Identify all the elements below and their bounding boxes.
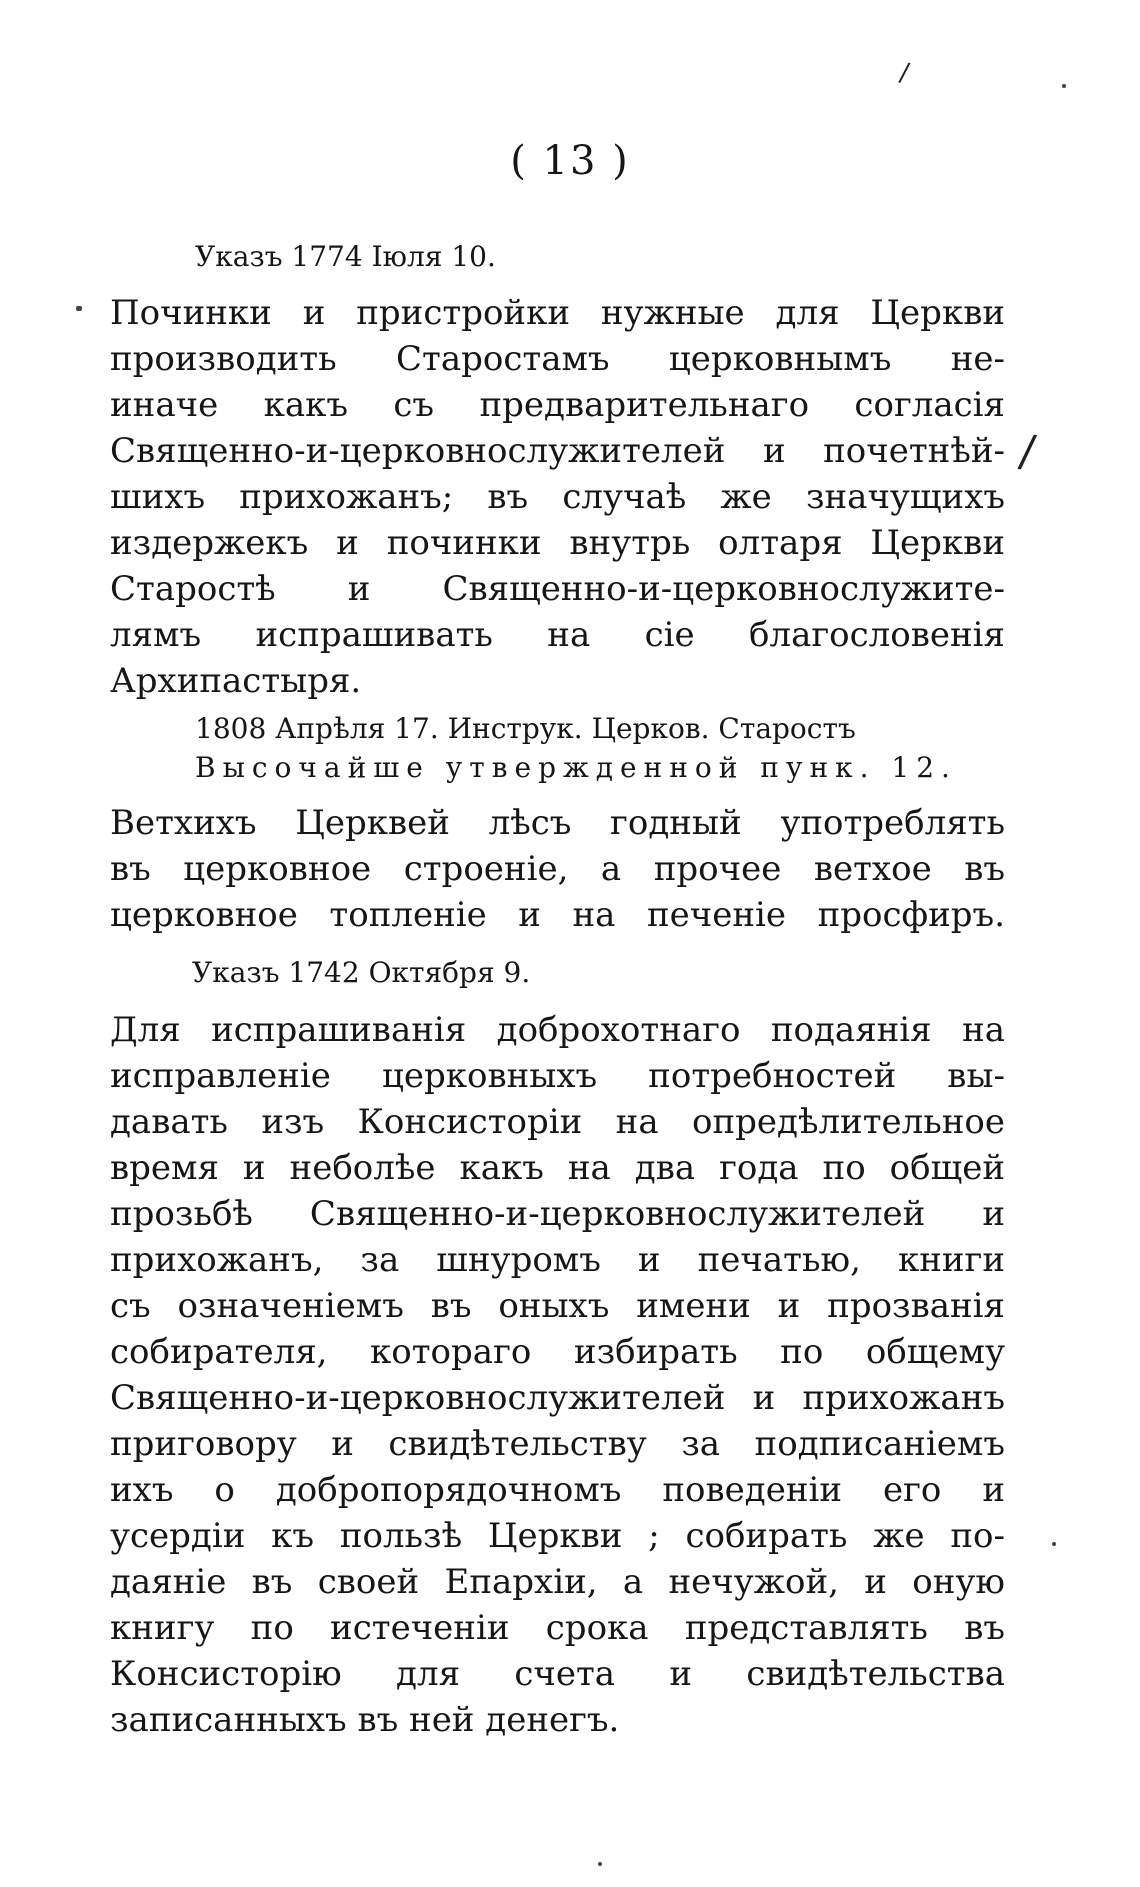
text-line: съ означеніемъ въ оныхъ имени и прозванія <box>110 1286 1005 1326</box>
text-line: лямъ испрашивать на сіе благословенія <box>110 615 1005 655</box>
text-line: записанныхъ въ ней денегъ. <box>110 1700 620 1740</box>
text-line: Старостѣ и Священно-и-церковнослужите- <box>110 569 1005 609</box>
text-line: исправленіе церковныхъ потребностей вы- <box>110 1056 1005 1096</box>
text-line: даяніе въ своей Епархіи, а нечужой, и оную <box>110 1562 1005 1602</box>
margin-mark-slash: / <box>1016 425 1039 478</box>
text-line: шихъ прихожанъ; въ случаѣ же значущихъ <box>110 477 1005 517</box>
text-line: Архипастыря. <box>110 661 362 701</box>
text-line: Для испрашиванія доброхотнаго подаянія на <box>110 1010 1005 1050</box>
text-line: прозьбѣ Священно-и-церковнослужителей и <box>110 1194 1005 1234</box>
speck <box>598 1862 602 1866</box>
paragraph <box>110 800 1005 938</box>
text-line: давать изъ Консисторіи на опредѣлительное <box>110 1102 1005 1142</box>
decree-reference: Указъ 1774 Іюля 10. <box>195 240 496 273</box>
text-line: иначе какъ съ предварительнаго согласія <box>110 385 1005 425</box>
text-line: производить Старостамъ церковнымъ не- <box>110 339 1005 379</box>
paragraph <box>110 1007 1005 1743</box>
text-line: Священно-и-церковнослужителей и почетнѣй- <box>110 431 1005 471</box>
text-line: приговору и свидѣтельству за подписаніемъ <box>110 1424 1005 1464</box>
instruction-reference: Высочайше утвержденной пунк. 12. <box>195 751 957 784</box>
text-line: Починки и пристройки нужные для Церкви <box>110 293 1005 333</box>
text-line: книгу по истеченіи срока представлять въ <box>110 1608 1005 1648</box>
instruction-reference: 1808 Апрѣля 17. Инструк. Церков. Старостъ <box>195 712 856 745</box>
text-line: Консисторію для счета и свидѣтельства <box>110 1654 1005 1694</box>
text-line: ихъ о добропорядочномъ поведеніи его и <box>110 1470 1005 1510</box>
text-line: издержекъ и починки внутрь олтаря Церкви <box>110 523 1005 563</box>
text-line: въ церковное строеніе, а прочее ветхое въ <box>110 849 1005 889</box>
margin-mark-top: / <box>897 57 912 89</box>
text-line: усердіи къ пользѣ Церкви ; собирать же по- <box>110 1516 1005 1556</box>
decree-reference: Указъ 1742 Октября 9. <box>192 956 531 989</box>
text-line: Ветхихъ Церквей лѣсъ годный употреблять <box>110 803 1005 843</box>
paragraph <box>110 290 1005 704</box>
text-line: прихожанъ, за шнуромъ и печатью, книги <box>110 1240 1005 1280</box>
speck <box>76 306 82 311</box>
text-line: время и неболѣе какъ на два года по общей <box>110 1148 1005 1188</box>
text-line: Священно-и-церковнослужителей и прихожанъ <box>110 1378 1005 1418</box>
speck <box>1062 84 1066 88</box>
page-number: ( 13 ) <box>510 138 630 184</box>
text-line: собирателя, котораго избирать по общему <box>110 1332 1005 1372</box>
text-line: церковное топленіе и на печеніе просфиръ. <box>110 895 1005 935</box>
speck <box>1052 1542 1056 1546</box>
